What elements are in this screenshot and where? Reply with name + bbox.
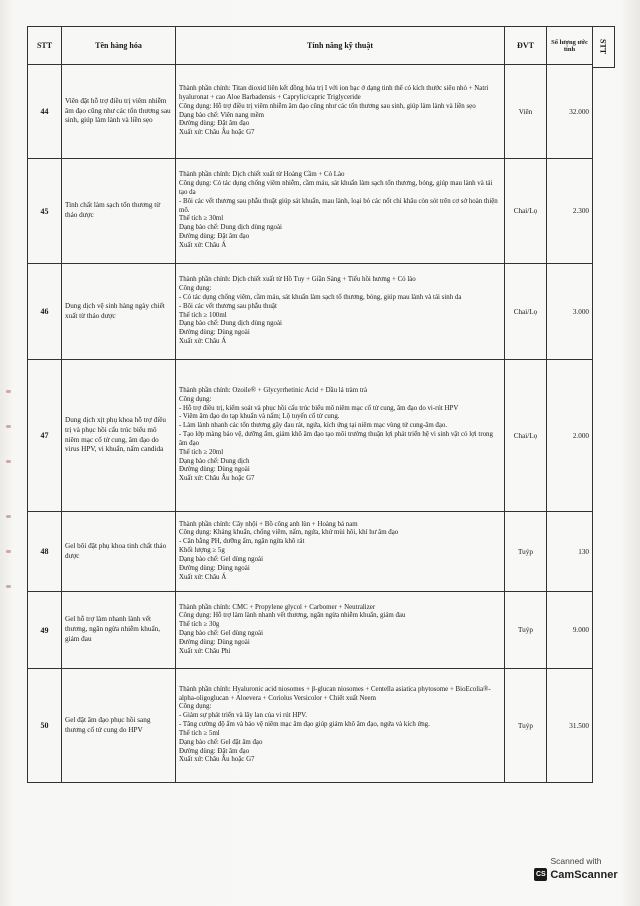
row-product-name: Viên đặt hỗ trợ điều trị viêm nhiễm âm đạo cũng như các tổn thương sau sinh, giúp làm lành và liền sẹo [62, 65, 176, 159]
spec-line: Thành phần chính: CMC + Propylene glycol + Carbomer + Neutralizer [179, 603, 376, 611]
spec-line: - Viêm âm đạo do tạp khuẩn và nấm; Lộ tuyến cổ tử cung. [179, 413, 340, 421]
spec-line: Đường dùng: Đặt âm đạo [179, 120, 250, 128]
row-quantity: 130 [547, 512, 593, 592]
spec-line: Thành phần chính: Ozoile® + Glycyrrhetinic Acid + Dầu lá tràm trà [179, 386, 368, 394]
row-stt: 47 [28, 360, 62, 512]
row-specification [176, 65, 505, 159]
row-quantity: 2.000 [547, 360, 593, 512]
spec-line: Thành phần chính: Hyaluronic acid niosomes + β-glucan niosomes + Centella asiatica phytosome + BioEcolia®-alpha-oligoglucan + Aloevera + Coriolus Versicolor + Chiết xuất Neem [179, 685, 491, 702]
spec-line: Công dụng: [179, 285, 212, 293]
spec-line: - Cân bằng PH, dưỡng ẩm, ngăn ngừa khô rát [179, 538, 305, 546]
spec-line: Thành phần chính: Dịch chiết xuất từ Hoàng Cầm + Cỏ Lào [179, 171, 345, 179]
row-stt: 48 [28, 512, 62, 592]
table-body [28, 65, 593, 783]
spec-line: Dạng bào chế: Gel dùng ngoài [179, 555, 264, 563]
spec-line: Công dụng: [179, 395, 212, 403]
row-stt: 49 [28, 592, 62, 669]
spec-line: Xuất xứ: Châu Á [179, 337, 227, 345]
row-specification [176, 669, 505, 783]
spec-line: Xuất xứ: Châu Phi [179, 647, 231, 655]
spec-line: - Tạo lớp màng bảo vệ, dưỡng ẩm, giảm khô âm đạo tạo môi trường thuận lợi phát triển hệ vi sinh vật có lợi trong âm đạo [179, 431, 493, 447]
row-stt: 45 [28, 159, 62, 264]
row-product-name: Dung dịch vệ sinh hàng ngày chiết xuất từ thảo dược [62, 264, 176, 360]
camscanner-brand: CamScanner [550, 868, 618, 881]
row-specification [176, 159, 505, 264]
header-qty: Số lượng ước tính [547, 27, 593, 65]
row-product-name: Tinh chất làm sạch tổn thương từ thảo dược [62, 159, 176, 264]
spec-line: - Có tác dụng chống viêm, cầm máu, sát khuẩn làm sạch tổ thương, bỏng, giúp mau lành và tái sinh da [179, 293, 462, 301]
spec-line: Đường dùng: Đặt âm đạo [179, 747, 250, 755]
header-stt: STT [28, 27, 62, 65]
row-quantity: 32.000 [547, 65, 593, 159]
row-quantity: 9.000 [547, 592, 593, 669]
spec-line: Công dụng: Hỗ trợ điều trị viêm nhiễm âm đạo cũng như các tổn thương sau sinh, giúp làm lành và liền sẹo [179, 102, 476, 110]
row-product-name: Gel bôi đặt phụ khoa tinh chất thảo dược [62, 512, 176, 592]
spec-line: Thể tích ≥ 30ml [179, 215, 224, 223]
spec-line: - Làm lành nhanh các tổn thương gây đau rát, ngứa, kích ứng tại niêm mạc vùng tử cung-âm đạo. [179, 422, 448, 430]
side-stt-label: STT [598, 39, 608, 55]
table-row [28, 592, 593, 669]
spec-line: Công dụng: Kháng khuẩn, chống viêm, nấm, ngứa, khử mùi hôi, khí hư âm đạo [179, 529, 399, 537]
spec-line: - Tăng cường độ ẩm và bảo vệ niêm mạc âm đạo giúp giảm khô âm đạo, ngứa và kích ứng. [179, 721, 430, 729]
spec-line: - Hỗ trợ điều trị, kiểm soát và phục hồi cấu trúc biểu mô niêm mạc cổ tử cung, âm đạo do vi-rút HPV [179, 404, 459, 412]
table-row [28, 159, 593, 264]
spec-line: Đường dùng: Dùng ngoài [179, 466, 250, 474]
table-row [28, 360, 593, 512]
spec-line: - Bôi các vết thương sau phẫu thuật [179, 302, 277, 310]
table-row [28, 264, 593, 360]
spec-line: Khối lượng ≥ 5g [179, 547, 225, 555]
table-row [28, 65, 593, 159]
row-quantity: 2.300 [547, 159, 593, 264]
spec-line: Thể tích ≥ 5ml [179, 729, 220, 737]
spec-line: Thành phần chính: Dịch chiết xuất từ Hồ Tuy + Giần Sàng + Tiểu hồi hương + Cỏ lào [179, 276, 416, 284]
edge-marks [6, 350, 20, 610]
spec-line: Xuất xứ: Châu Âu hoặc G7 [179, 475, 255, 483]
row-unit: Chai/Lọ [505, 159, 547, 264]
camscanner-watermark [530, 856, 622, 896]
row-quantity: 31.500 [547, 669, 593, 783]
specification-table [27, 26, 593, 783]
row-unit: Chai/Lọ [505, 264, 547, 360]
row-product-name: Gel hỗ trợ làm nhanh lành vết thương, ngăn ngừa nhiễm khuẩn, giảm đau [62, 592, 176, 669]
row-specification [176, 264, 505, 360]
row-unit: Tuýp [505, 592, 547, 669]
header-unit: ĐVT [505, 27, 547, 65]
spec-line: Dạng bào chế: Gel đặt âm đạo [179, 738, 263, 746]
spec-line: Đường dùng: Dùng ngoài [179, 564, 250, 572]
scanned-with-text: Scanned with [550, 856, 602, 866]
spec-line: Dạng bào chế: Viên nang mềm [179, 111, 264, 119]
camscanner-logo-icon: CS [534, 868, 547, 881]
spec-line: Thể tích ≥ 100ml [179, 311, 227, 319]
row-specification [176, 360, 505, 512]
spec-line: - Giảm sự phát triển và lây lan của vi rút HPV. [179, 712, 307, 720]
spec-line: - Bôi các vết thương sau phẫu thuật giúp sát khuẩn, mau lành, loại bỏ các nốt chỉ khâu còn sót trên cơ sở hoàn thiện mô. [179, 197, 498, 214]
spec-line: Đường dùng: Đặt âm đạo [179, 233, 250, 241]
row-unit: Tuýp [505, 512, 547, 592]
spec-line: Thành phần chính: Titan dioxid liên kết đồng hóa trị I với ion bạc ở dạng tinh thể có kích thước siêu nhỏ + Natri hyaluronat + cao Aloe Barbadensis + Caprylic/capric Triglyceride [179, 85, 489, 101]
side-stt-tab [592, 26, 615, 68]
spec-line: Xuất xứ: Châu Á [179, 241, 227, 249]
spec-line: Công dụng: Có tác dụng chống viêm nhiễm, cầm máu, sát khuẩn làm sạch tổn thương, bỏng, giúp mau lành và tái tạo da [179, 180, 493, 196]
spec-line: Đường dùng: Dùng ngoài [179, 329, 250, 337]
row-specification [176, 512, 505, 592]
row-product-name: Dung dịch xịt phụ khoa hỗ trợ điều trị và phục hồi cấu trúc biểu mô niêm mạc cổ tử cung, âm đạo do virus HPV, vi khuẩn, nấm candida [62, 360, 176, 512]
table-header [28, 27, 593, 65]
spec-line: Dạng bào chế: Dung dịch dùng ngoài [179, 320, 282, 328]
row-specification [176, 592, 505, 669]
spec-line: Xuất xứ: Châu Âu hoặc G7 [179, 129, 255, 137]
spec-line: Đường dùng: Dùng ngoài [179, 638, 250, 646]
row-product-name: Gel đặt âm đạo phục hồi sang thương cổ tử cung do HPV [62, 669, 176, 783]
spec-line: Xuất xứ: Châu Âu hoặc G7 [179, 756, 255, 764]
spec-line: Công dụng: Hỗ trợ làm lành nhanh vết thương, ngăn ngừa nhiễm khuẩn, giảm đau [179, 612, 406, 620]
spec-line: Dạng bào chế: Dung dịch [179, 457, 250, 465]
spec-line: Thể tích ≥ 30g [179, 621, 220, 629]
header-spec: Tính năng kỹ thuật [176, 27, 505, 65]
spec-line: Thể tích ≥ 20ml [179, 448, 224, 456]
row-stt: 46 [28, 264, 62, 360]
header-name: Tên hàng hóa [62, 27, 176, 65]
row-stt: 50 [28, 669, 62, 783]
row-stt: 44 [28, 65, 62, 159]
table-row [28, 512, 593, 592]
row-quantity: 3.000 [547, 264, 593, 360]
row-unit: Viên [505, 65, 547, 159]
spec-line: Dạng bào chế: Gel dùng ngoài [179, 630, 264, 637]
spec-line: Công dụng: [179, 703, 212, 711]
table-row [28, 669, 593, 783]
row-unit: Chai/Lọ [505, 360, 547, 512]
row-unit: Tuýp [505, 669, 547, 783]
spec-line: Thành phần chính: Cây nhội + Bồ công anh lùn + Hoàng bá nam [179, 520, 358, 528]
spec-line: Dạng bào chế: Dung dịch dùng ngoài [179, 224, 282, 232]
spec-line: Xuất xứ: Châu Á [179, 573, 227, 581]
